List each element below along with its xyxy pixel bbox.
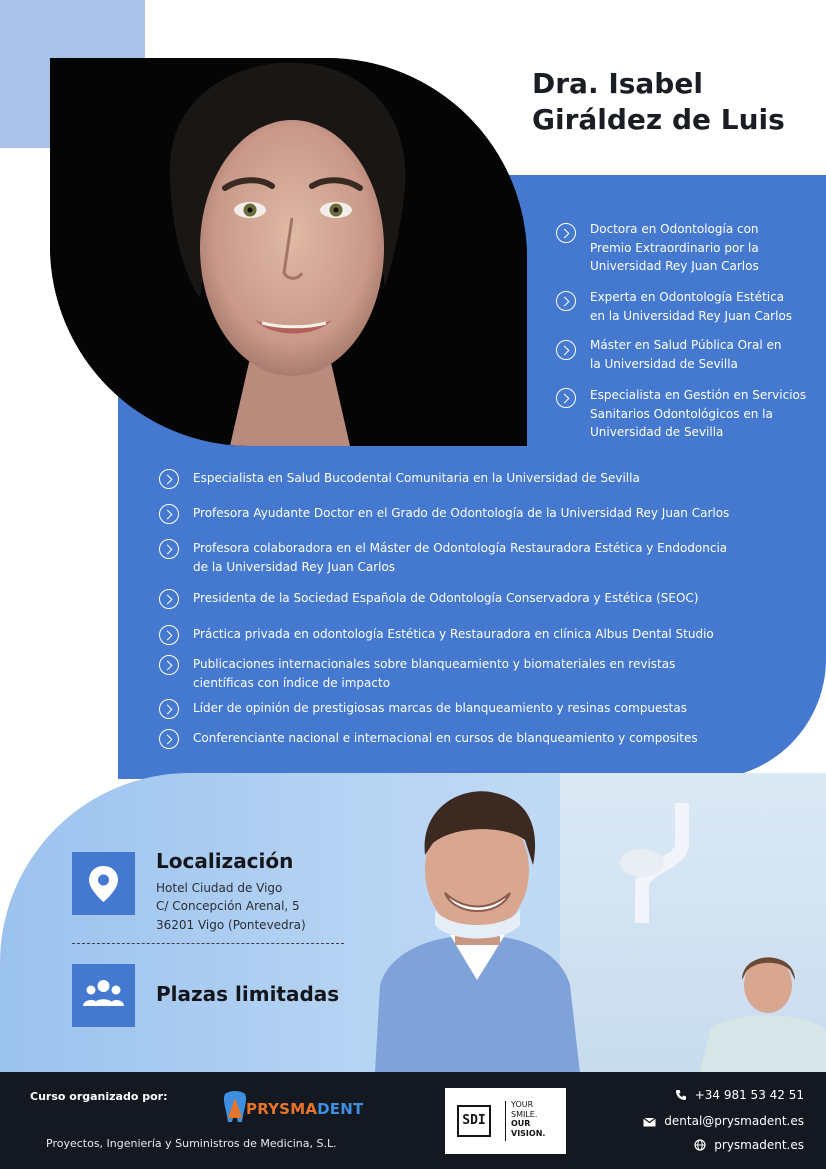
credential-line: Doctora en Odontología con [590,222,759,236]
list-item [556,386,824,446]
sdi-tagline [511,1100,545,1138]
list-item [556,220,824,288]
list-item [159,589,819,625]
website-url: prysmadent.es [714,1138,804,1152]
list-item [159,625,819,655]
credential-line: Presidenta de la Sociedad Española de Odontología Conservadora y Estética (SEOC) [193,591,699,605]
sdi-mark: SDI [457,1105,491,1137]
chevron-circle-icon [159,655,179,675]
chevron-circle-icon [159,469,179,489]
brand-part2: DENT [317,1100,364,1118]
contact-email[interactable] [643,1114,804,1128]
location-icon-box [72,852,135,915]
list-item [159,504,819,539]
phone-number: +34 981 53 42 51 [694,1088,804,1102]
doctor-name [532,66,822,138]
patient-illustration [700,940,826,1073]
list-item [556,288,824,336]
dental-lamp-illustration [612,803,702,923]
globe-icon [694,1139,706,1151]
chevron-circle-icon [556,291,576,311]
credential-line: Universidad Rey Juan Carlos [590,259,759,273]
sdi-tag-line: YOUR [511,1100,534,1109]
envelope-icon [643,1116,656,1127]
list-item [159,729,819,753]
footer [0,1072,826,1169]
brand-part1: PRYSMA [246,1100,318,1118]
email-address: dental@prysmadent.es [664,1114,804,1128]
credential-line: Profesora colaboradora en el Máster de Odontología Restauradora Estética y Endodoncia [193,541,728,555]
credential-line: Conferenciante nacional e internacional en cursos de blanqueamiento y composites [193,731,698,745]
company-name: Proyectos, Ingeniería y Suministros de Medicina, S.L. [46,1137,337,1150]
credentials-main-list [159,469,819,753]
map-pin-icon [72,852,135,915]
chevron-circle-icon [556,223,576,243]
location-title: Localización [156,849,294,873]
prysmadent-wordmark [246,1100,363,1118]
sdi-tag-line: VISION. [511,1128,546,1138]
section-divider [72,943,344,944]
group-people-icon [72,964,135,1027]
list-item [159,699,819,729]
location-city: 36201 Vigo (Pontevedra) [156,918,306,932]
credential-line: Publicaciones internacionales sobre blanqueamiento y biomateriales en revistas [193,657,676,671]
credential-line: Premio Extraordinario por la [590,240,759,255]
credentials-top-list [556,220,824,446]
credential-line: Profesora Ayudante Doctor en el Grado de Odontología de la Universidad Rey Juan Carlos [193,506,730,520]
credential-line: Especialista en Gestión en Servicios [590,388,807,402]
chevron-circle-icon [556,340,576,360]
credential-line: Práctica privada en odontología Estética y Restauradora en clínica Albus Dental Studio [193,627,714,641]
contact-phone[interactable] [675,1088,804,1102]
dentist-illustration [355,785,600,1073]
chevron-circle-icon [556,388,576,408]
chevron-circle-icon [159,729,179,749]
credential-line: Líder de opinión de prestigiosas marcas de blanqueamiento y resinas compuestas [193,701,687,715]
prysmadent-logo [222,1090,377,1124]
doctor-portrait [50,58,527,446]
chevron-circle-icon [159,539,179,559]
sdi-tag-line: OUR [511,1119,531,1128]
credential-line: de la Universidad Rey Juan Carlos [193,559,396,574]
sdi-logo [445,1088,566,1154]
credential-line: la Universidad de Sevilla [590,356,738,371]
chevron-circle-icon [159,625,179,645]
doctor-name-line1: Dra. Isabel [532,67,703,100]
list-item [556,336,824,386]
list-item [159,655,819,699]
credential-line: Sanitarios Odontológicos en la [590,406,773,421]
location-street: C/ Concepción Arenal, 5 [156,899,300,913]
chevron-circle-icon [159,589,179,609]
credential-line: Universidad de Sevilla [590,425,724,439]
credential-line: en la Universidad Rey Juan Carlos [590,308,793,323]
chevron-circle-icon [159,504,179,524]
limited-seats-label: Plazas limitadas [156,982,340,1006]
seats-icon-box [72,964,135,1027]
list-item [159,469,819,504]
tooth-logo-icon [222,1090,248,1124]
sdi-separator [505,1101,506,1141]
credential-line: Máster en Salud Pública Oral en [590,338,782,352]
doctor-name-line2: Giráldez de Luis [532,103,785,136]
location-venue: Hotel Ciudad de Vigo [156,881,283,895]
list-item [159,539,819,589]
contact-web[interactable] [694,1138,804,1152]
sdi-tag-line: SMILE. [511,1109,538,1119]
credential-line: científicas con índice de impacto [193,675,391,690]
credential-line: Especialista en Salud Bucodental Comunitaria en la Universidad de Sevilla [193,471,640,485]
credential-line: Experta en Odontología Estética [590,290,785,304]
organizer-label: Curso organizado por: [30,1090,168,1103]
phone-icon [675,1089,687,1101]
chevron-circle-icon [159,699,179,719]
